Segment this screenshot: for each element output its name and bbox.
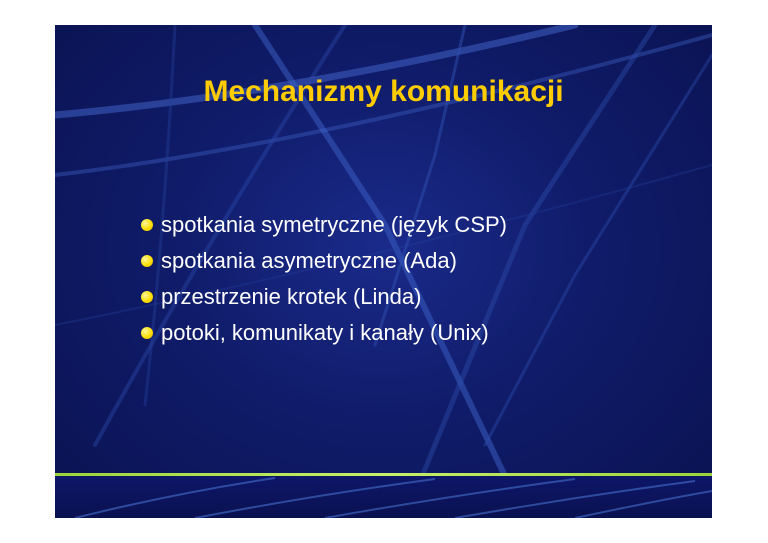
footer-accent-line	[55, 473, 712, 476]
bullet-text: spotkania symetryczne (język CSP)	[161, 212, 507, 237]
bullet-text: spotkania asymetryczne (Ada)	[161, 248, 457, 273]
list-item	[141, 243, 507, 279]
yellow-dot-icon	[141, 255, 153, 267]
slide	[55, 25, 712, 518]
footer-decoration	[55, 473, 712, 518]
bullet-list	[141, 207, 507, 351]
list-item	[141, 315, 507, 351]
footer-band	[55, 473, 712, 518]
bullet-text: potoki, komunikaty i kanały (Unix)	[161, 320, 489, 345]
slide-title: Mechanizmy komunikacji	[203, 75, 564, 108]
list-item	[141, 207, 507, 243]
list-item	[141, 279, 507, 315]
bullet-text: przestrzenie krotek (Linda)	[161, 284, 422, 309]
yellow-dot-icon	[141, 219, 153, 231]
yellow-dot-icon	[141, 327, 153, 339]
yellow-dot-icon	[141, 291, 153, 303]
